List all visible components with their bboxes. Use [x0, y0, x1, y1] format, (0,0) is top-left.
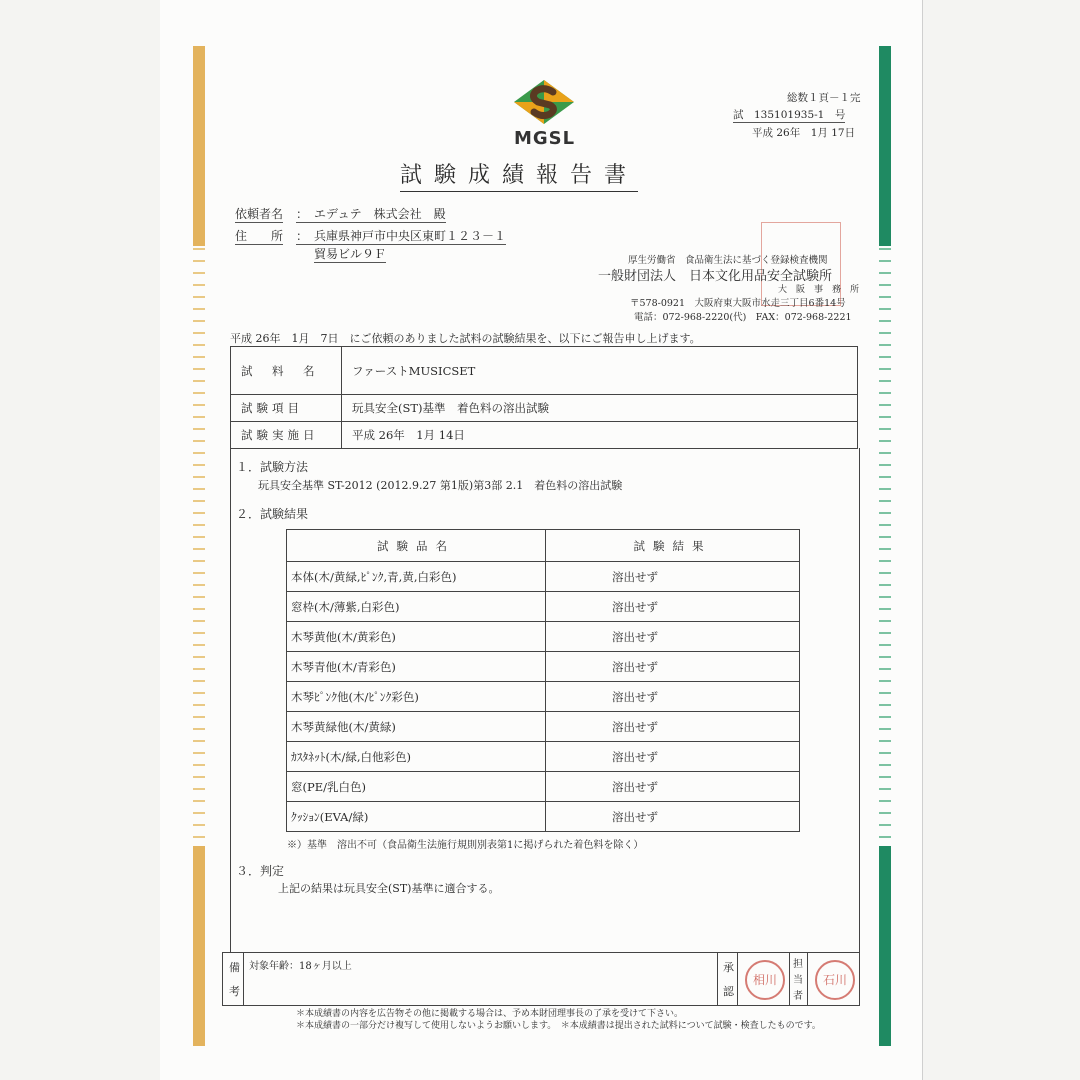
remarks-label-2: 考 [229, 985, 240, 998]
judgement-text: 上記の結果は玩具安全(ST)基準に適合する。 [278, 882, 500, 895]
requester-name-label: 依頼者名 [235, 207, 284, 221]
results-header-row [287, 530, 800, 562]
item-cell: ｶｽﾀﾈｯﾄ(木/緑,白他彩色) [287, 742, 546, 772]
report-number: 試 135101935-1 号 [733, 109, 846, 121]
right-stripe-bottom [879, 846, 891, 1046]
lab-address: 〒578-0921 大阪府東大阪市水走三丁目6番14号 [630, 298, 846, 309]
item-cell: 木琴黄他(木/黄彩色) [287, 622, 546, 652]
item-cell: 窓(PE/乳白色) [287, 772, 546, 802]
right-stripe-dashed [879, 248, 891, 842]
lab-authorization: 厚生労働省 食品衛生法に基づく登録検査機関 [628, 255, 828, 266]
address-line2: 貿易ビル９Ｆ [314, 247, 387, 261]
charge-label-1: 担 [793, 959, 803, 970]
table-row [287, 802, 800, 832]
result-cell: 溶出せず [546, 622, 800, 652]
charge-divider [789, 953, 790, 1005]
item-cell: 木琴ﾋﾟﾝｸ他(木/ﾋﾟﾝｸ彩色) [287, 682, 546, 712]
info-label: 試験項目 [231, 395, 342, 422]
lab-office: 大 阪 事 務 所 [778, 285, 860, 295]
section1-heading: １．試験方法 [236, 460, 309, 474]
criteria-note: ※）基準 溶出不可（食品衛生法施行規則別表第1に掲げられた着色料を除く） [287, 840, 644, 851]
requester-name: ： エデュテ 株式会社 殿 [296, 207, 446, 221]
mgsl-logo-icon [512, 78, 576, 126]
approval-seal-divider [737, 953, 738, 1005]
approval-seal: 相川 [745, 960, 785, 1000]
info-row [231, 347, 858, 395]
table-row [287, 652, 800, 682]
info-row [231, 395, 858, 422]
info-value: 玩具安全(ST)基準 着色料の溶出試験 [342, 395, 858, 422]
document-title: 試験成績報告書 [400, 158, 638, 192]
info-row [231, 422, 858, 449]
left-stripe-dashed [193, 248, 205, 842]
item-cell: 木琴黄緑他(木/黄緑) [287, 712, 546, 742]
result-cell: 溶出せず [546, 802, 800, 832]
table-row [287, 682, 800, 712]
approval-divider [717, 953, 718, 1005]
table-row [287, 742, 800, 772]
result-cell: 溶出せず [546, 652, 800, 682]
table-row [287, 562, 800, 592]
address-label: 住 所 [235, 229, 284, 243]
left-stripe-top [193, 46, 205, 246]
section3-heading: ３．判定 [236, 864, 285, 878]
result-cell: 溶出せず [546, 562, 800, 592]
table-row [287, 622, 800, 652]
logo-text: MGSL [514, 128, 576, 149]
results-table [286, 529, 800, 832]
info-value: 平成 26年 1月 14日 [342, 422, 858, 449]
info-label: 試 料 名 [231, 347, 342, 395]
charge-seal-divider [807, 953, 808, 1005]
section2-heading: ２．試験結果 [236, 507, 309, 521]
page-count: 総数１頁－１完 [787, 92, 861, 104]
item-cell: 本体(木/黄緑,ﾋﾟﾝｸ,青,黄,白彩色) [287, 562, 546, 592]
result-cell: 溶出せず [546, 592, 800, 622]
col-result-header: 試験結果 [546, 530, 800, 562]
info-value: ファーストMUSICSET [342, 347, 858, 395]
footer-note-2: ＊本成績書の一部分だけ複写して使用しないようお願いします。 ＊本成績書は提出された試料について試験・検査したものです。 [296, 1021, 821, 1031]
approval-label-2: 認 [723, 985, 734, 998]
lab-name: 一般財団法人 日本文化用品安全試験所 [598, 269, 833, 284]
item-cell: ｸｯｼｮﾝ(EVA/緑) [287, 802, 546, 832]
table-row [287, 592, 800, 622]
report-date: 平成 26年 1月 17日 [752, 127, 856, 139]
address: ： 兵庫県神戸市中央区東町１２３－１ [296, 229, 507, 243]
result-cell: 溶出せず [546, 742, 800, 772]
remarks-divider [243, 953, 244, 1005]
remarks-label-1: 備 [229, 961, 240, 974]
left-stripe-bottom [193, 846, 205, 1046]
result-cell: 溶出せず [546, 712, 800, 742]
footer-note-1: ＊本成績書の内容を広告物その他に掲載する場合は、予め本財団理事長の了承を受けて下さい。 [296, 1009, 684, 1019]
intro-text: 平成 26年 1月 7日 にご依頼のありました試料の試験結果を、以下にご報告申し上げます。 [230, 332, 701, 345]
sample-info-table [230, 346, 858, 449]
item-cell: 窓枠(木/薄紫,白彩色) [287, 592, 546, 622]
col-item-header: 試験品名 [287, 530, 546, 562]
info-label: 試験実施日 [231, 422, 342, 449]
table-row [287, 772, 800, 802]
remarks-box [222, 952, 860, 1006]
lab-phone: 電話：072-968-2220(代) FAX：072-968-2221 [634, 312, 852, 323]
table-row [287, 712, 800, 742]
result-cell: 溶出せず [546, 682, 800, 712]
charge-label-3: 者 [793, 991, 803, 1002]
charge-seal: 石川 [815, 960, 855, 1000]
result-cell: 溶出せず [546, 772, 800, 802]
right-stripe-top [879, 46, 891, 246]
approval-label-1: 承 [723, 961, 734, 974]
item-cell: 木琴青他(木/青彩色) [287, 652, 546, 682]
section1-body: 玩具安全基準 ST-2012 (2012.9.27 第1版)第3部 2.1 着色料の溶出試験 [258, 479, 623, 492]
target-age: 対象年齢：18ヶ月以上 [249, 961, 352, 972]
charge-label-2: 当 [793, 975, 803, 986]
